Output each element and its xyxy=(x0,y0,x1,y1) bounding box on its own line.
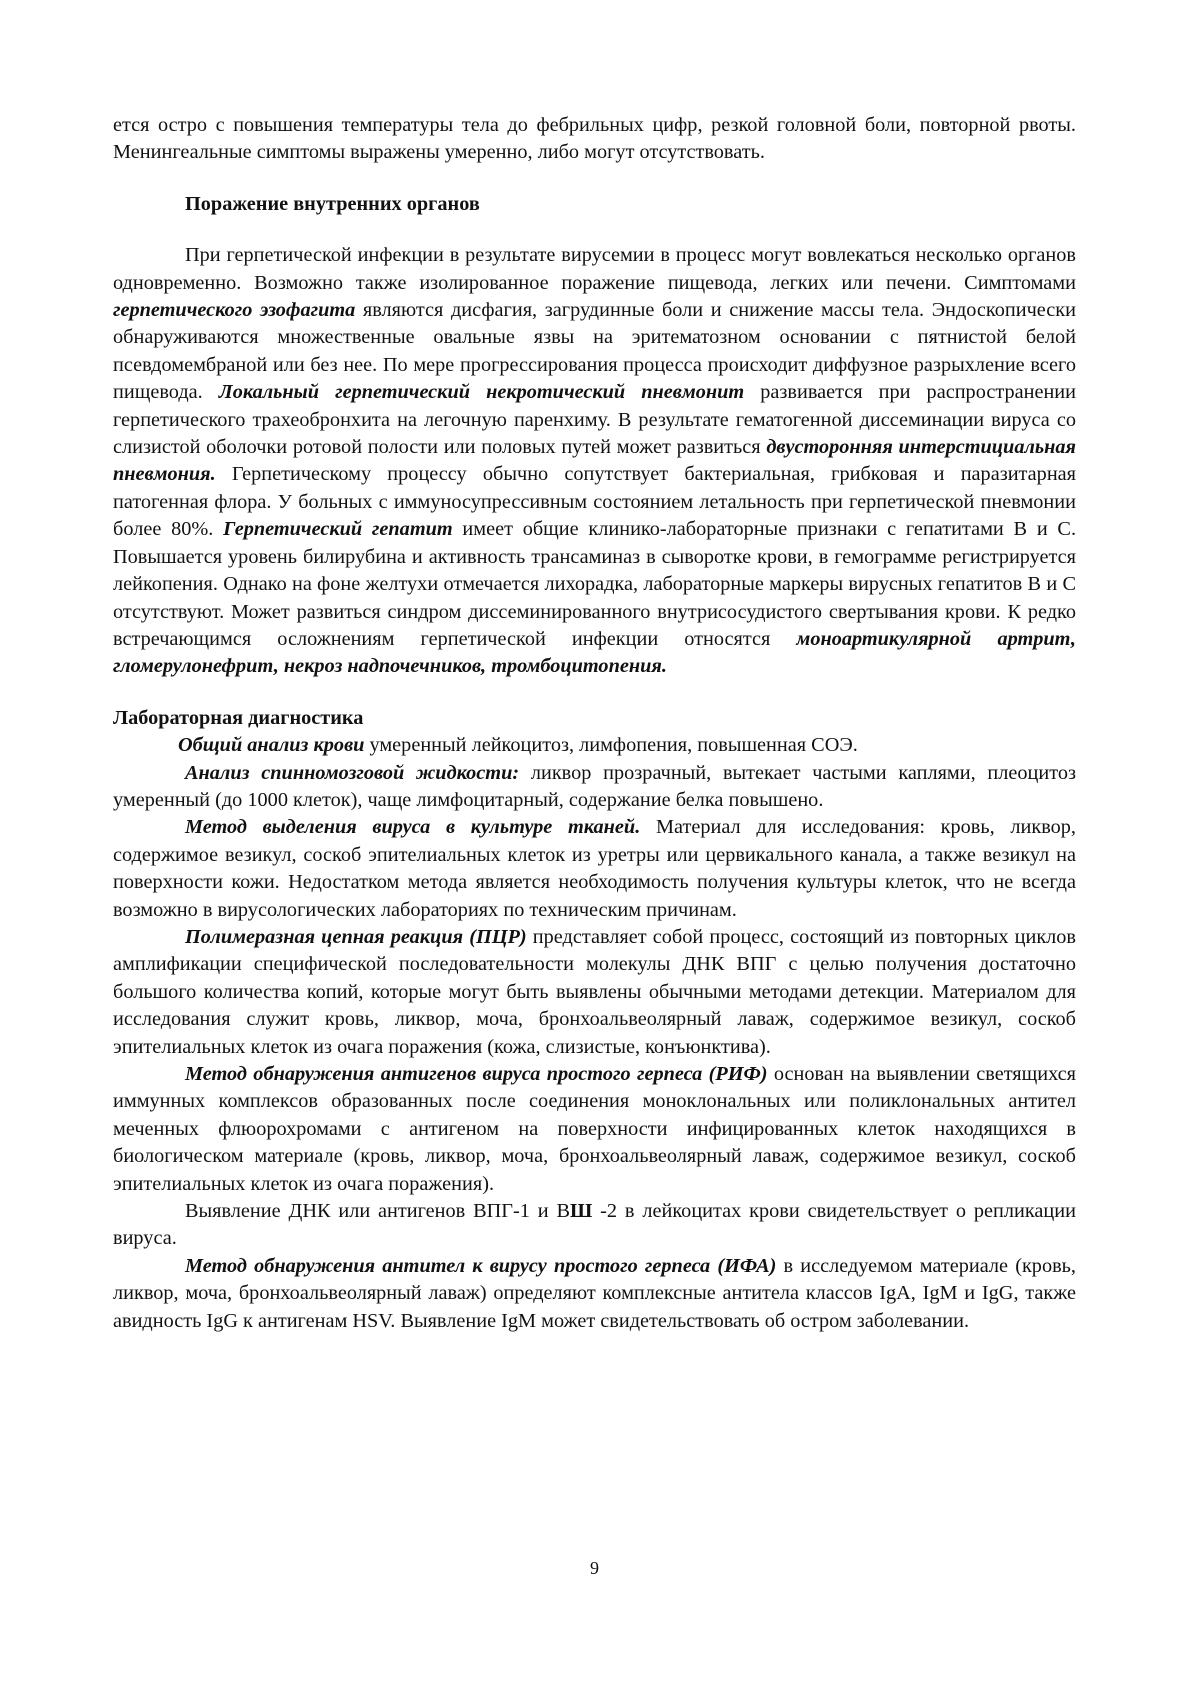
term-blood-analysis: Общий анализ крови xyxy=(178,734,365,757)
term-rif: Метод обнаружения антигенов вируса простого герпеса (РИФ) xyxy=(185,1063,768,1085)
term-hepatitis: Герпетический гепатит xyxy=(223,518,453,541)
dna-text-bold: Ш xyxy=(570,1200,593,1223)
lab-csf-paragraph xyxy=(113,760,1076,815)
lab-culture-paragraph xyxy=(113,814,1076,924)
organs-text-4: Герпетическому процессу обычно сопутствует бактериальная, грибковая и паразитарная патогенная флора. У больных с иммуносупрессивным состоянием летальность при герпетической пневмонии более 80%. xyxy=(113,463,1076,541)
lab-ifa-paragraph xyxy=(113,1253,1076,1335)
term-csf-analysis: Анализ спинномозговой жидкости: xyxy=(185,761,520,784)
organs-paragraph xyxy=(113,242,1076,681)
organs-text-2: являются дисфагия, загрудинные боли и снижение массы тела. Эндоскопически обнаруживаются множественные овальные язвы на эритематозном основании с пятнистой белой псевдомембраной или без нее. По мере прогрессирования процесса происходит диффузное разрыхление всего пищевода. xyxy=(113,299,1077,404)
term-pneumonitis: Локальный герпетический некротический пневмонит xyxy=(218,381,745,404)
organs-text-1: При герпетической инфекции в результате вирусемии в процесс могут вовлекаться несколько органов одновременно. Возможно также изолированное поражение пищевода, легких или печени. Симптомами xyxy=(113,244,1076,294)
term-pneumonia: двусторонняя интерстициальная пневмония. xyxy=(113,436,1076,486)
term-esophagitis: герпетического эзофагита xyxy=(113,299,356,322)
intro-paragraph: ется остро с повышения температуры тела до фебрильных цифр, резкой головной боли, повторной рвоты. Менингеальные симптомы выражены умеренно, либо могут отсутствовать. xyxy=(113,114,1076,164)
term-culture-method: Метод выделения вируса в культуре тканей. xyxy=(185,816,641,839)
dna-text-2: -2 в лейкоцитах крови свидетельствует о репликации вируса. xyxy=(113,1200,1076,1250)
culture-text: Материал для исследования: кровь, ликвор, содержимое везикул, соскоб эпителиальных клеток из уретры или цервикального канала, а также везикул на поверхности кожи. Недостатком метода является необходимость получения культуры клеток, что не всегда возможно в вирусологических лабораториях по техническим причинам. xyxy=(113,816,1076,921)
lab-pcr-paragraph xyxy=(113,924,1076,1061)
document-page xyxy=(113,112,1076,1335)
page-number: 9 xyxy=(590,1558,599,1578)
section-heading-organs: Поражение внутренних органов xyxy=(185,192,480,215)
lab-rif-paragraph xyxy=(113,1061,1076,1198)
dna-text-1: Выявление ДНК или антигенов ВПГ-1 и В xyxy=(185,1200,571,1223)
csf-text: ликвор прозрачный, вытекает частыми каплями, плеоцитоз умеренный (до 1000 клеток), чаще лимфоцитарный, содержание белка повышено. xyxy=(113,761,1077,811)
term-ifa: Метод обнаружения антител к вирусу простого герпеса (ИФА) xyxy=(185,1254,777,1277)
lab-dna-paragraph xyxy=(113,1198,1076,1253)
rif-text: основан на выявлении светящихся иммунных комплексов образованных после соединения моноклональных или поликлональных антител меченных флюорохромами с антигеном на поверхности инфицированных клеток находящихся в биологическом материале (кровь, ликвор, моча, бронхоальвеолярный лаваж, содержимое везикул, соскоб эпителиальных клеток из очага поражения). xyxy=(113,1063,1076,1195)
term-pcr: Полимеразная цепная реакция (ПЦР) xyxy=(185,925,527,948)
lab-blood-paragraph xyxy=(113,732,1076,759)
term-complications: моноартикулярной артрит, гломерулонефрит, некроз надпочечников, тромбоцитопения. xyxy=(113,627,1076,678)
pcr-text: представляет собой процесс, состоящий из повторных циклов амплификации специфической последовательности молекулы ДНК ВПГ с целью получения достаточно большого количества копий, которые могут быть выявлены обычными методами детекции. Материалом для исследования служит кровь, ликвор, моча, бронхоальвеолярный лаваж, содержимое везикул, соскоб эпителиальных клеток из очага поражения (кожа, слизистые, конъюнктива). xyxy=(113,925,1077,1058)
blood-text: умеренный лейкоцитоз, лимфопения, повышенная СОЭ. xyxy=(364,734,858,757)
organs-text-3: развивается при распространении герпетического трахеобронхита на легочную паренхиму. В результате гематогенной диссеминации вируса со слизистой оболочки ротовой полости или половых путей может развиться xyxy=(113,381,1077,459)
section-heading-lab: Лабораторная диагностика xyxy=(113,706,364,729)
ifa-text: в исследуемом материале (кровь, ликвор, моча, бронхоальвеолярный лаваж) определяют комплексные антитела классов IgA, IgM и IgG, также авидность IgG к антигенам HSV. Выявление IgM может свидетельствовать об остром заболевании. xyxy=(113,1254,1076,1332)
organs-text-5: имеет общие клинико-лабораторные признаки с гепатитами В и С. Повышается уровень билирубина и активность трансаминаз в сыворотке крови, в гемограмме регистрируется лейкопения. Однако на фоне желтухи отмечается лихорадка, лабораторные маркеры вирусных гепатитов В и С отсутствуют. Может развиться синдром диссеминированного внутрисосудистого свертывания крови. К редко встречающимся осложнениям герпетической инфекции относятся xyxy=(113,518,1077,650)
